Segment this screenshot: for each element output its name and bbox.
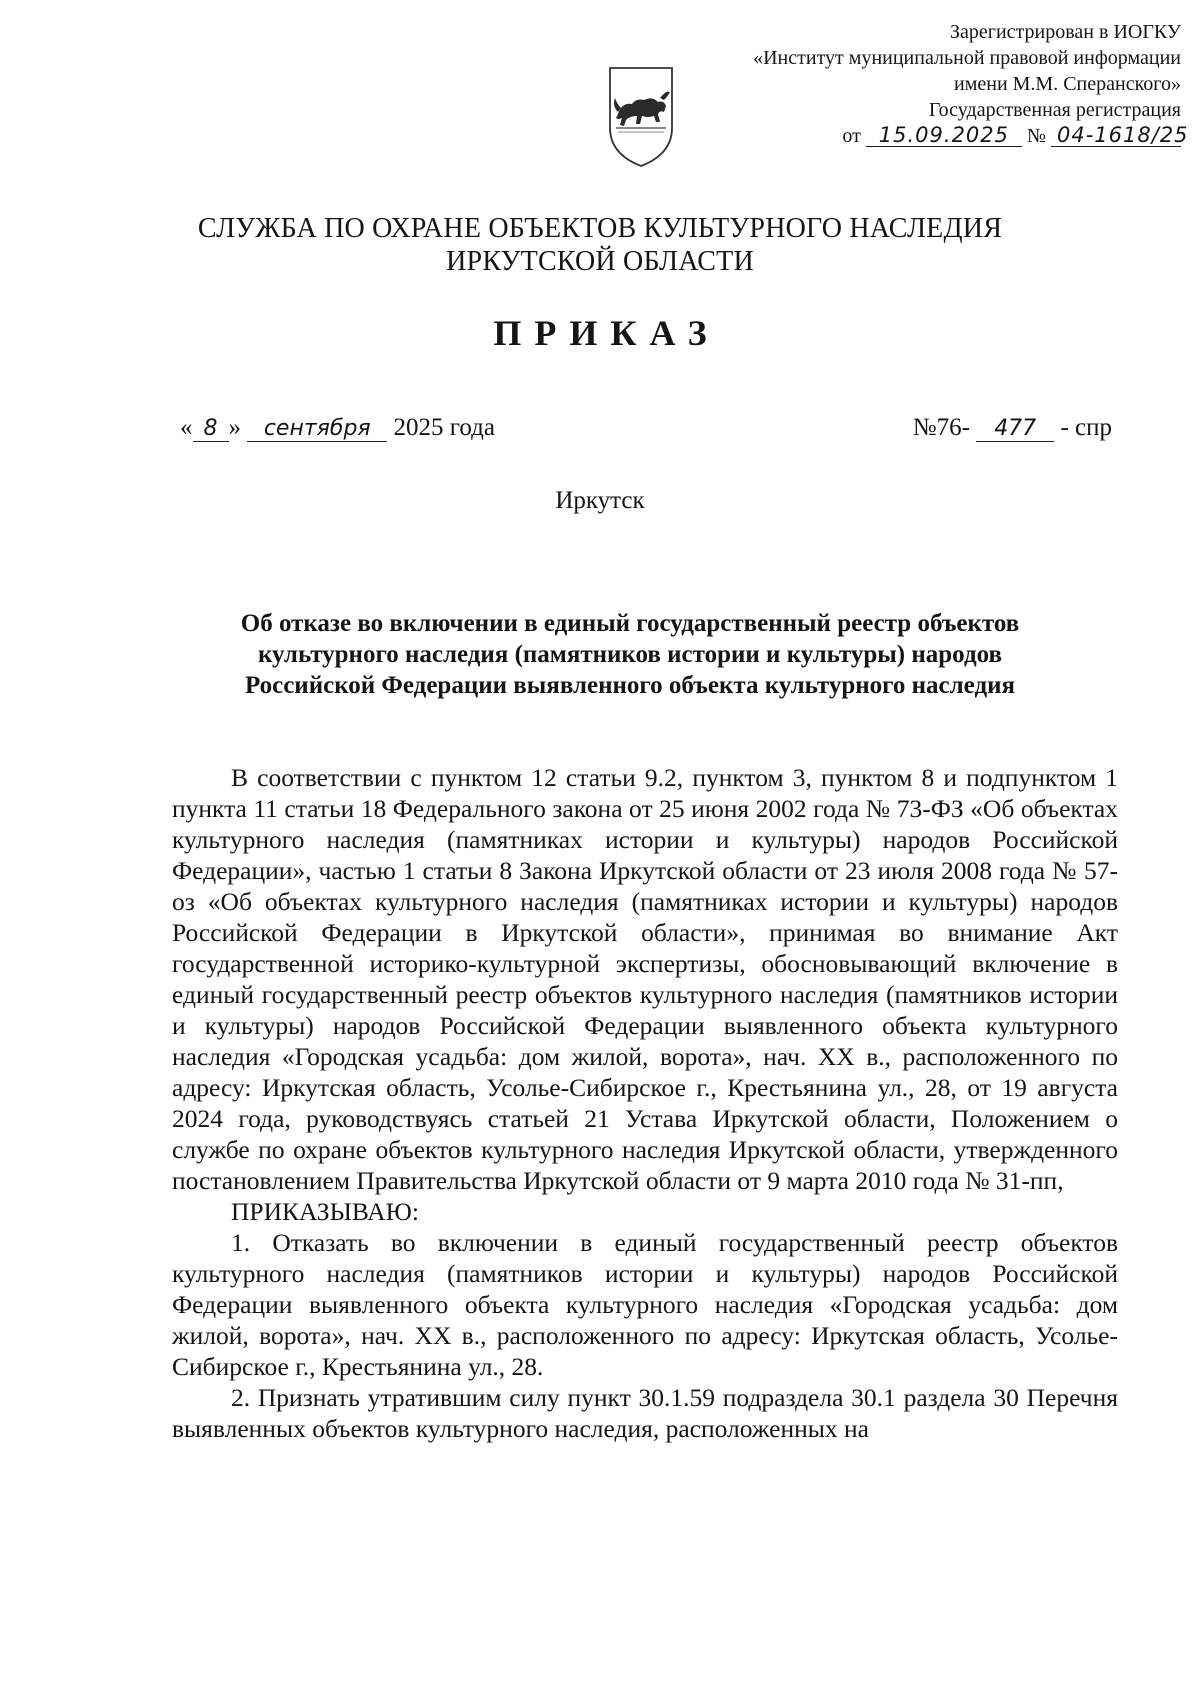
registration-date-prefix: от — [842, 125, 861, 147]
preamble-paragraph: В соответствии с пунктом 12 статьи 9.2, пунктом 3, пунктом 8 и подпунктом 1 пункта 11 статьи 18 Федерального закона от 25 июня 2002 года № 73-ФЗ «Об объектах культурного наследия (памятниках истории и культуры) народов Российской Федерации», частью 1 статьи 8 Закона Иркутской области от 23 июля 2008 года № 57-оз «Об объектах культурного наследия (памятниках истории и культуры) народов Российской Федерации в Иркутской области», принимая во внимание Акт государственной историко-культурной экспертизы, обосновывающий включение в единый государственный реестр объектов культурного наследия (памятников истории и культуры) народов Российской Федерации выявленного объекта культурного наследия «Городская усадьба: дом жилой, ворота», нач. XX в., расположенного по адресу: Иркутская область, Усолье-Сибирское г., Крестьянина ул., 28, от 19 августа 2024 года, руководствуясь статьей 21 Устава Иркутской области, Положением о службе по охране объектов культурного наследия Иркутской области, утвержденного постановлением Правительства Иркутской области от 9 марта 2010 года № 31-пп, — [172, 763, 1118, 1195]
order-subject-line-1: Об отказе во включении в единый государственный реестр объектов — [240, 610, 1020, 637]
quote-close: » — [228, 414, 241, 441]
registration-number-handwritten: 04-1618/25 — [1051, 124, 1181, 147]
order-item-1: 1. Отказать во включении в единый государственный реестр объектов культурного наследия (памятников истории и культуры) народов Российской Федерации выявленного объекта культурного наследия «Городская усадьба: дом жилой, ворота», нач. XX в., расположенного по адресу: Иркутская область, Усолье-Сибирское г., Крестьянина ул., 28. — [172, 1228, 1118, 1381]
order-subject-line-3: Российской Федерации выявленного объекта культурного наследия — [244, 672, 1016, 699]
order-number — [913, 414, 1112, 442]
order-month-handwritten: сентября — [247, 417, 387, 442]
order-number-handwritten: 477 — [976, 417, 1054, 442]
registration-date-number-line — [753, 123, 1189, 149]
registration-line-4: Государственная регистрация — [928, 99, 1181, 121]
order-word: ПРИКАЗЫВАЮ: — [231, 1197, 419, 1226]
order-body — [172, 762, 1118, 1444]
order-city: Иркутск — [555, 487, 645, 514]
registration-number-prefix: № — [1026, 125, 1046, 147]
order-year: 2025 года — [393, 414, 495, 441]
agency-name-line-1: СЛУЖБА ПО ОХРАНЕ ОБЪЕКТОВ КУЛЬТУРНОГО НАСЛЕДИЯ — [197, 213, 1003, 244]
agency-name-line-2: ИРКУТСКОЙ ОБЛАСТИ — [446, 246, 754, 277]
irkutsk-coat-of-arms-icon — [606, 62, 676, 170]
order-date — [180, 414, 495, 442]
order-day-handwritten: 8 — [193, 417, 229, 442]
registration-line-2: «Институт муниципальной правовой информации — [753, 47, 1181, 69]
registration-date-handwritten: 15.09.2025 — [866, 124, 1022, 147]
order-number-suffix: - спр — [1060, 414, 1112, 441]
agency-name — [0, 212, 1200, 278]
order-item-2: 2. Признать утратившим силу пункт 30.1.59 подраздела 30.1 раздела 30 Перечня выявленных объектов культурного наследия, расположенных на — [172, 1383, 1118, 1443]
quote-open: « — [180, 414, 193, 441]
registration-stamp — [753, 19, 1189, 149]
order-subject — [180, 608, 1080, 701]
order-number-prefix: №76- — [912, 414, 970, 441]
registration-line-3: имени М.М. Сперанского» — [954, 73, 1181, 95]
document-type-title: ПРИКАЗ — [493, 313, 720, 353]
order-subject-line-2: культурного наследия (памятников истории и культуры) народов — [257, 641, 1002, 668]
registration-line-1: Зарегистрирован в ИОГКУ — [950, 21, 1181, 43]
